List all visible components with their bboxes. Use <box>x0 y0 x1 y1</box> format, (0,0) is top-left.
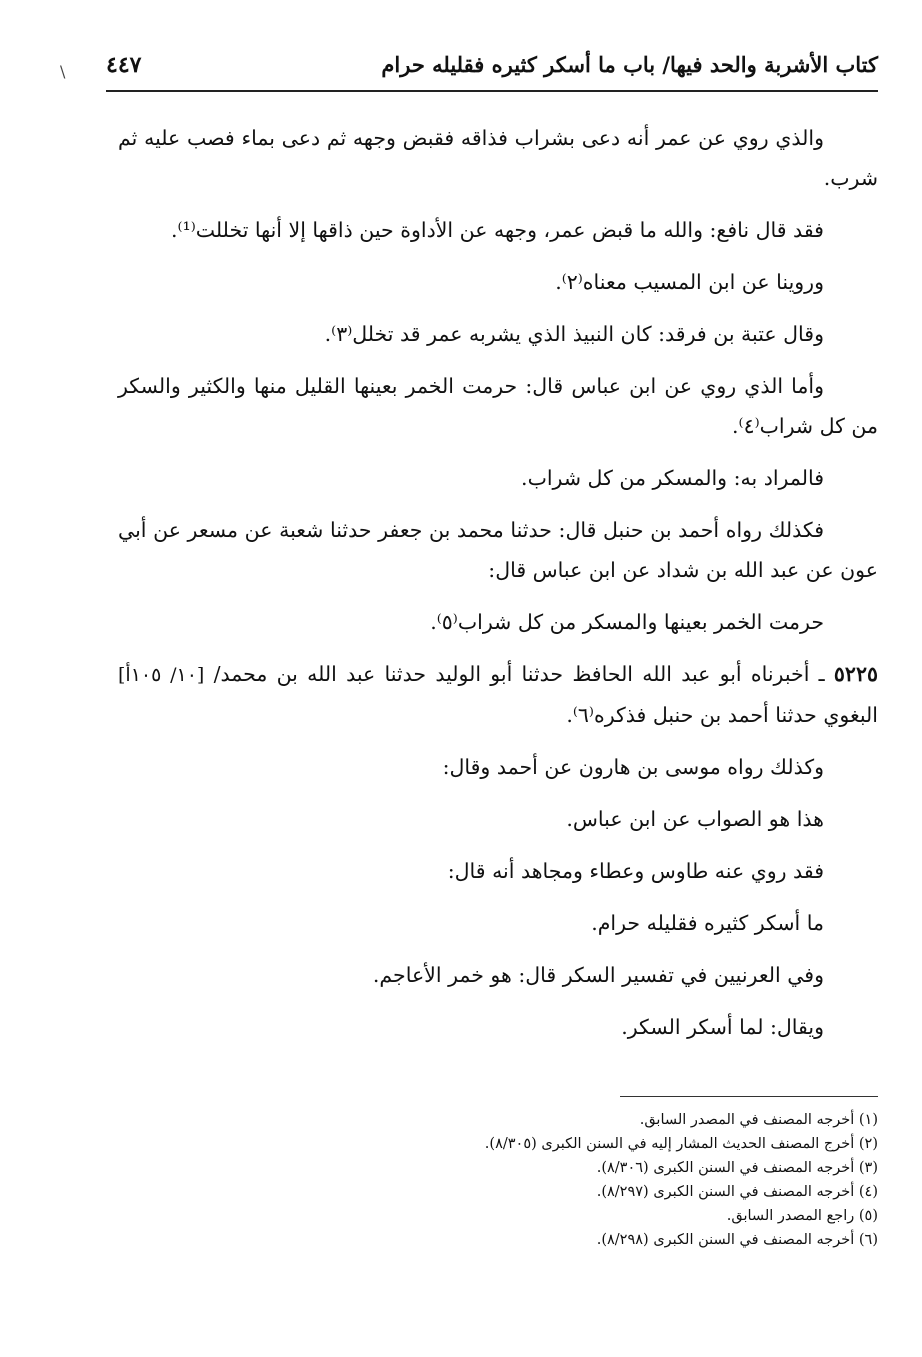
paragraph: وفي العرنيين في تفسير السكر قال: هو خمر الأعاجم. <box>372 963 824 987</box>
paragraph: حرمت الخمر بعينها والمسكر من كل شراب⁽٥⁾. <box>430 610 824 634</box>
page-number: ٤٤٧ <box>106 52 142 78</box>
paragraph: فقد قال نافع: والله ما قبض عمر، وجهه عن الأداوة حين ذاقها إلا أنها تخللت⁽¹⁾. <box>170 218 824 242</box>
paragraph: وروينا عن ابن المسيب معناه⁽٢⁾. <box>555 270 824 294</box>
paragraph: وأما الذي روي عن ابن عباس قال: حرمت الخمر بعينها القليل منها والكثير والسكر من كل شراب⁽٤⁾. <box>118 374 878 438</box>
footnote: (٤) أخرجه المصنف في السنن الكبرى (٨/٢٩٧). <box>596 1184 878 1200</box>
manuscript-ref: [١٠/ ١٠٥أ] <box>118 664 205 686</box>
footnote: (٥) راجع المصدر السابق. <box>726 1208 878 1224</box>
paragraph: ما أسكر كثيره فقليله حرام. <box>591 911 824 935</box>
footnote: (٦) أخرجه المصنف في السنن الكبرى (٨/٢٩٨). <box>596 1232 878 1248</box>
hadith-number: ٥٢٢٥ <box>833 662 878 686</box>
footnote: (٢) أخرج المصنف الحديث المشار إليه في السنن الكبرى (٨/٣٠٥). <box>484 1136 878 1152</box>
footnote: (٣) أخرجه المصنف في السنن الكبرى (٨/٣٠٦). <box>596 1160 878 1176</box>
footnote-rule <box>620 1096 878 1097</box>
paragraph: وكذلك رواه موسى بن هارون عن أحمد وقال: <box>442 755 824 779</box>
main-text <box>118 118 878 1059</box>
paragraph: فقد روي عنه طاوس وعطاء ومجاهد أنه قال: <box>447 859 824 883</box>
paragraph: والذي روي عن عمر أنه دعى بشراب فذاقه فقبض وجهه ثم دعى بماء فصب عليه ثم شرب. <box>118 126 878 190</box>
paragraph: هذا هو الصواب عن ابن عباس. <box>566 807 824 831</box>
running-title: كتاب الأشربة والحد فيها/ باب ما أسكر كثيره فقليله حرام <box>381 52 878 77</box>
hadith-text: ـ أخبرناه أبو عبد الله الحافظ حدثنا أبو الوليد حدثنا عبد الله بن محمد/ <box>213 662 825 686</box>
paragraph: فالمراد به: والمسكر من كل شراب. <box>521 466 824 490</box>
paragraph: وقال عتبة بن فرقد: كان النبيذ الذي يشربه عمر قد تخلل⁽٣⁾. <box>324 322 824 346</box>
margin-mark: \ <box>60 62 66 81</box>
hadith-entry <box>118 654 878 735</box>
paragraph: فكذلك رواه أحمد بن حنبل قال: حدثنا محمد بن جعفر حدثنا شعبة عن مسعر عن أبي عون عن عبد الله بن شداد عن ابن عباس قال: <box>118 518 878 582</box>
footnotes <box>118 1108 878 1252</box>
paragraph: ويقال: لما أسكر السكر. <box>621 1015 824 1039</box>
header-rule <box>106 90 878 92</box>
hadith-text-cont: البغوي حدثنا أحمد بن حنبل فذكره⁽٦⁾. <box>566 703 878 727</box>
footnote: (١) أخرجه المصنف في المصدر السابق. <box>639 1112 878 1128</box>
page-header <box>106 40 878 92</box>
